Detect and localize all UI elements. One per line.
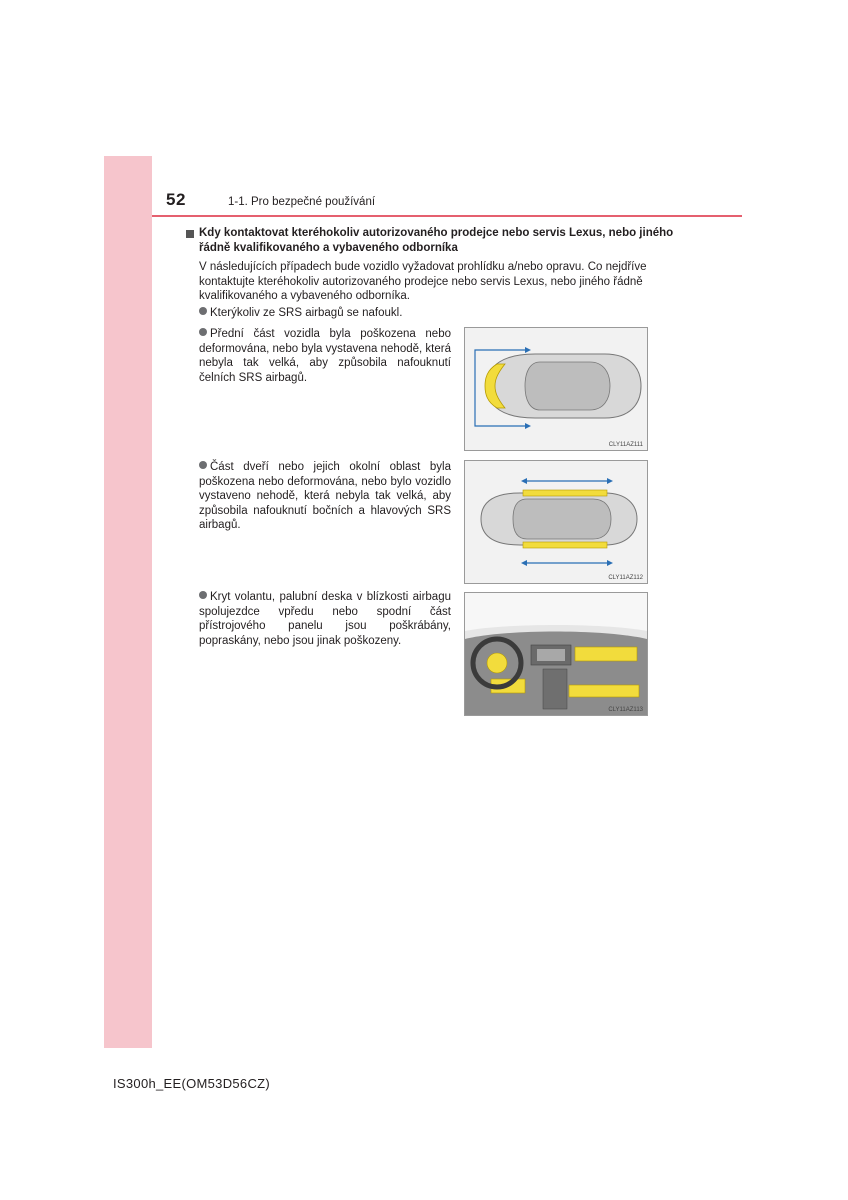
figure-front-damage xyxy=(464,327,648,451)
bullet-dot-icon xyxy=(199,328,207,336)
intro-paragraph: V následujících případech bude vozidlo vyžadovat prohlídku a/nebo opravu. Co nejdříve kontaktujte kteréhokoliv autorizovaného prodejce nebo servis Lexus, nebo jiného řádně kvalifikovaného a vybaveného odborníka. xyxy=(199,261,647,302)
list-item-text: Kryt volantu, palubní deska v blízkosti airbagu spolujezdce vpředu nebo spodní část přístrojového panelu jsou poškrábány, popraskány, nebo jsou jinak poškozeny. xyxy=(199,591,451,647)
car-top-view-front xyxy=(465,328,647,450)
bullet-dot-icon xyxy=(199,307,207,315)
page-number: 52 xyxy=(166,190,186,209)
list-item xyxy=(199,327,451,385)
list-item xyxy=(199,460,451,533)
figure-dashboard-damage xyxy=(464,592,648,716)
section-title: 1-1. Pro bezpečné používání xyxy=(228,196,376,208)
figure-side-damage xyxy=(464,460,648,584)
section-heading: Kdy kontaktovat kteréhokoliv autorizovaného prodejce nebo servis Lexus, nebo jiného řádně kvalifikovaného a vybaveného odborníka xyxy=(199,227,674,254)
side-color-band xyxy=(104,156,152,1048)
dashboard-illustration xyxy=(465,593,647,715)
bullet-dot-icon xyxy=(199,591,207,599)
figure-code: CLY11AZ111 xyxy=(608,442,643,448)
footer-model-code: IS300h_EE(OM53D56CZ) xyxy=(113,1076,271,1091)
list-item-text: Kterýkoliv ze SRS airbagů se nafoukl. xyxy=(210,307,403,319)
bullet-dot-icon xyxy=(199,461,207,469)
car-top-view-side xyxy=(465,461,647,583)
figure-code: CLY11AZ113 xyxy=(608,707,643,713)
square-bullet-icon xyxy=(186,230,194,238)
header-rule xyxy=(152,215,742,217)
list-item-text: Přední část vozidla byla poškozena nebo deformována, nebo byla vystavena nehodě, která nebyla tak velká, aby způsobila nafouknutí čelních SRS airbagů. xyxy=(199,328,451,384)
figure-code: CLY11AZ112 xyxy=(608,575,643,581)
list-item-text: Část dveří nebo jejich okolní oblast byla poškozena nebo deformována, nebo bylo vozidlo vystaveno nehodě, která nebyla tak velká, aby způsobila nafouknutí bočních a hlavových SRS airbagů. xyxy=(199,461,451,531)
list-item xyxy=(199,306,459,321)
list-item xyxy=(199,590,451,648)
